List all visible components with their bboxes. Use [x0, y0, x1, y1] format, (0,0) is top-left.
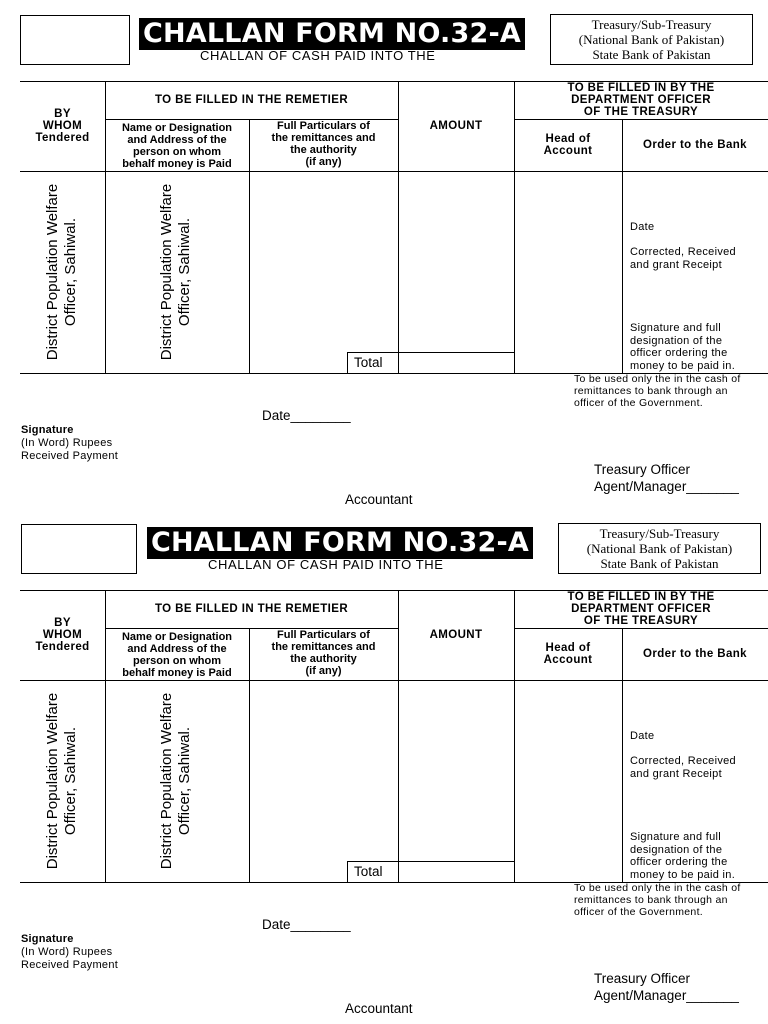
- tendered-by-text: District Population Welfare Officer, Sahiwal.: [44, 692, 79, 870]
- name-designation-header: Name or Designation and Address of the person on whom behalf money is Paid: [121, 631, 233, 679]
- stamp-box: [20, 15, 130, 65]
- signature-label: Signature: [21, 424, 74, 436]
- form-title: CHALLAN FORM NO.32-A: [139, 18, 525, 50]
- department-header: TO BE FILLED IN BY THE DEPARTMENT OFFICER OF THE TREASURY: [567, 82, 715, 118]
- received-payment: Received Payment: [21, 450, 119, 462]
- by-whom-header: BY WHOM Tendered: [35, 617, 90, 653]
- remittance-note: To be used only the in the cash of remittances to bank through an officer of the Government.: [574, 373, 741, 409]
- received-payment: Received Payment: [21, 959, 119, 971]
- remetier-header: TO BE FILLED IN THE REMETIER: [154, 94, 349, 106]
- order-corrected-text: Corrected, Received and grant Receipt: [630, 246, 736, 271]
- amount-header: AMOUNT: [429, 120, 483, 132]
- treasury-line: Treasury/Sub-Treasury: [591, 17, 712, 32]
- agent-manager: Agent/Manager_______: [594, 988, 739, 1003]
- treasury-line: (National Bank of Pakistan): [578, 32, 725, 47]
- order-to-bank-header: Order to the Bank: [643, 139, 747, 151]
- treasury-officer: Treasury Officer: [594, 462, 691, 477]
- order-to-bank-header: Order to the Bank: [643, 648, 747, 660]
- amount-header: AMOUNT: [429, 629, 483, 641]
- full-particulars-header: Full Particulars of the remittances and the authority (if any): [271, 629, 376, 677]
- signature-label: Signature: [21, 933, 74, 945]
- paid-on-behalf-text: District Population Welfare Officer, Sahiwal.: [158, 692, 193, 870]
- challan-form-copy: [0, 0, 768, 508]
- paid-on-behalf-text: District Population Welfare Officer, Sahiwal.: [158, 183, 193, 361]
- agent-manager: Agent/Manager_______: [594, 479, 739, 494]
- treasury-line: Treasury/Sub-Treasury: [599, 526, 720, 541]
- department-header: TO BE FILLED IN BY THE DEPARTMENT OFFICER OF THE TREASURY: [567, 591, 715, 627]
- tendered-by-text: District Population Welfare Officer, Sahiwal.: [44, 183, 79, 361]
- order-corrected-text: Corrected, Received and grant Receipt: [630, 755, 736, 780]
- date-line: Date________: [262, 408, 351, 423]
- name-designation-header: Name or Designation and Address of the person on whom behalf money is Paid: [121, 122, 233, 170]
- date-line: Date________: [262, 917, 351, 932]
- total-label: Total: [354, 864, 383, 879]
- total-label: Total: [354, 355, 383, 370]
- head-of-account-header: Head of Account: [543, 642, 593, 666]
- order-signature-text: Signature and full designation of the officer ordering the money to be paid in.: [630, 322, 736, 372]
- challan-form-copy: [0, 509, 768, 1017]
- stamp-box: [21, 524, 137, 574]
- by-whom-header: BY WHOM Tendered: [35, 108, 90, 144]
- remetier-header: TO BE FILLED IN THE REMETIER: [154, 603, 349, 615]
- treasury-officer: Treasury Officer: [594, 971, 691, 986]
- in-word-rupees: (In Word) Rupees: [21, 437, 113, 449]
- form-title: CHALLAN FORM NO.32-A: [147, 527, 533, 559]
- accountant: Accountant: [345, 1001, 413, 1016]
- order-date: Date: [630, 730, 655, 742]
- treasury-box: [550, 14, 753, 65]
- full-particulars-header: Full Particulars of the remittances and the authority (if any): [271, 120, 376, 168]
- head-of-account-header: Head of Account: [543, 133, 593, 157]
- order-signature-text: Signature and full designation of the officer ordering the money to be paid in.: [630, 831, 736, 881]
- form-subtitle: CHALLAN OF CASH PAID INTO THE: [208, 557, 444, 572]
- order-date: Date: [630, 221, 655, 233]
- accountant: Accountant: [345, 492, 413, 507]
- treasury-line: (National Bank of Pakistan): [586, 541, 733, 556]
- in-word-rupees: (In Word) Rupees: [21, 946, 113, 958]
- treasury-line: State Bank of Pakistan: [592, 47, 711, 62]
- treasury-box: [558, 523, 761, 574]
- form-subtitle: CHALLAN OF CASH PAID INTO THE: [200, 48, 436, 63]
- treasury-line: State Bank of Pakistan: [600, 556, 719, 571]
- remittance-note: To be used only the in the cash of remittances to bank through an officer of the Government.: [574, 882, 741, 918]
